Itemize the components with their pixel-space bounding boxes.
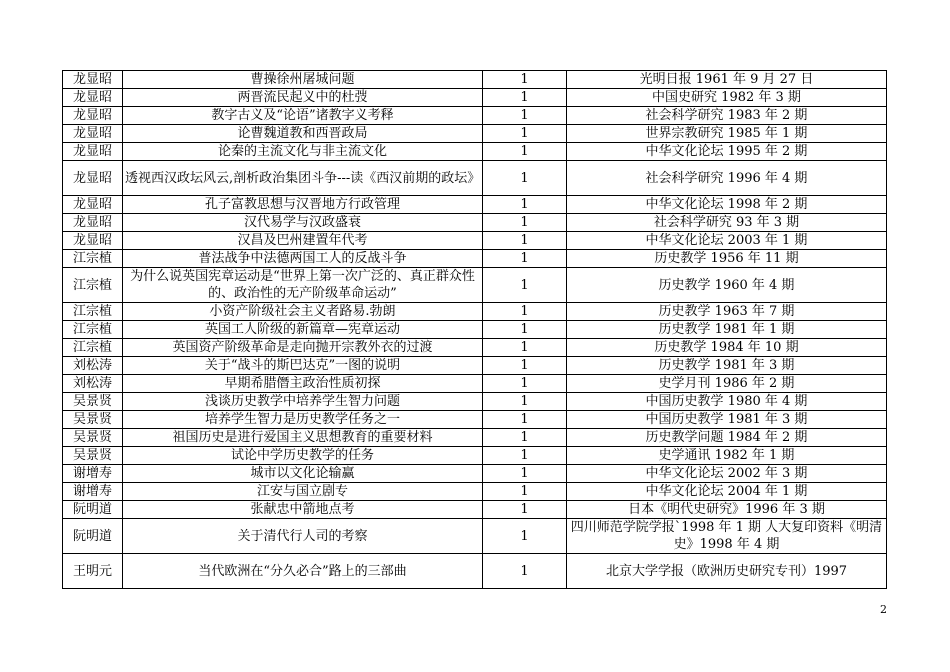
count-cell: 1: [483, 501, 567, 519]
title-cell: 小资产阶级社会主义者路易.勃朗: [123, 303, 483, 321]
author-cell: 龙显昭: [63, 143, 123, 161]
table-row: [63, 483, 887, 501]
author-cell: 龙显昭: [63, 125, 123, 143]
count-cell: 1: [483, 429, 567, 447]
table-row: [63, 107, 887, 125]
count-cell: 1: [483, 411, 567, 429]
source-cell: 社会科学研究 1996 年 4 期: [567, 161, 887, 196]
table-row: [63, 232, 887, 250]
title-cell: 曹操徐州屠城问题: [123, 71, 483, 89]
title-cell: 普法战争中法德两国工人的反战斗争: [123, 250, 483, 268]
title-cell: 早期希腊僭主政治性质初探: [123, 375, 483, 393]
title-cell: 汉昌及巴州建置年代考: [123, 232, 483, 250]
table-row: [63, 429, 887, 447]
title-cell: 英国工人阶级的新篇章—宪章运动: [123, 321, 483, 339]
count-cell: 1: [483, 339, 567, 357]
count-cell: 1: [483, 143, 567, 161]
table-row: [63, 465, 887, 483]
source-cell: 史学通讯 1982 年 1 期: [567, 447, 887, 465]
author-cell: 吴景贤: [63, 411, 123, 429]
source-cell: 中华文化论坛 2002 年 3 期: [567, 465, 887, 483]
count-cell: 1: [483, 161, 567, 196]
table-row: [63, 303, 887, 321]
table-row: [63, 196, 887, 214]
count-cell: 1: [483, 303, 567, 321]
table-row: [63, 519, 887, 554]
source-cell: 中华文化论坛 1995 年 2 期: [567, 143, 887, 161]
source-cell: 史学月刊 1986 年 2 期: [567, 375, 887, 393]
table-row: [63, 125, 887, 143]
author-cell: 刘松涛: [63, 375, 123, 393]
count-cell: 1: [483, 214, 567, 232]
count-cell: 1: [483, 268, 567, 303]
page-number: 2: [880, 603, 887, 616]
source-cell: 世界宗教研究 1985 年 1 期: [567, 125, 887, 143]
count-cell: 1: [483, 321, 567, 339]
source-cell: 中华文化论坛 1998 年 2 期: [567, 196, 887, 214]
count-cell: 1: [483, 125, 567, 143]
table-row: [63, 339, 887, 357]
author-cell: 龙显昭: [63, 196, 123, 214]
author-cell: 江宗植: [63, 339, 123, 357]
title-cell: 张献忠中箭地点考: [123, 501, 483, 519]
table-row: [63, 375, 887, 393]
count-cell: 1: [483, 357, 567, 375]
title-cell: 孔子富教思想与汉晋地方行政管理: [123, 196, 483, 214]
source-cell: 光明日报 1961 年 9 月 27 日: [567, 71, 887, 89]
source-cell: 北京大学学报（欧洲历史研究专刊）1997: [567, 554, 887, 589]
title-cell: 为什么说英国宪章运动是“世界上第一次广泛的、真正群众性的、政治性的无产阶级革命运动”: [123, 268, 483, 303]
author-cell: 谢增寿: [63, 483, 123, 501]
author-cell: 龙显昭: [63, 89, 123, 107]
author-cell: 王明元: [63, 554, 123, 589]
source-cell: 历史教学 1963 年 7 期: [567, 303, 887, 321]
title-cell: 关于清代行人司的考察: [123, 519, 483, 554]
count-cell: 1: [483, 250, 567, 268]
author-cell: 刘松涛: [63, 357, 123, 375]
source-cell: 日本《明代史研究》1996 年 3 期: [567, 501, 887, 519]
table-row: [63, 554, 887, 589]
title-cell: 论曹魏道教和西晋政局: [123, 125, 483, 143]
source-cell: 中华文化论坛 2004 年 1 期: [567, 483, 887, 501]
table-row: [63, 89, 887, 107]
count-cell: 1: [483, 71, 567, 89]
source-cell: 四川师范学院学报`1998 年 1 期 人大复印资料《明清史》1998 年 4 期: [567, 519, 887, 554]
source-cell: 历史教学 1981 年 3 期: [567, 357, 887, 375]
count-cell: 1: [483, 483, 567, 501]
source-cell: 中华文化论坛 2003 年 1 期: [567, 232, 887, 250]
title-cell: 透视西汉政坛风云,剖析政治集团斗争---读《西汉前期的政坛》: [123, 161, 483, 196]
source-cell: 历史教学 1984 年 10 期: [567, 339, 887, 357]
count-cell: 1: [483, 107, 567, 125]
author-cell: 龙显昭: [63, 71, 123, 89]
count-cell: 1: [483, 196, 567, 214]
author-cell: 吴景贤: [63, 393, 123, 411]
table-row: [63, 321, 887, 339]
author-cell: 江宗植: [63, 250, 123, 268]
author-cell: 吴景贤: [63, 447, 123, 465]
title-cell: 试论中学历史教学的任务: [123, 447, 483, 465]
source-cell: 社会科学研究 93 年 3 期: [567, 214, 887, 232]
author-cell: 阮明道: [63, 501, 123, 519]
author-cell: 江宗植: [63, 303, 123, 321]
title-cell: 城市以文化论输赢: [123, 465, 483, 483]
source-cell: 中国历史教学 1981 年 3 期: [567, 411, 887, 429]
table-row: [63, 501, 887, 519]
source-cell: 历史教学 1956 年 11 期: [567, 250, 887, 268]
count-cell: 1: [483, 393, 567, 411]
table-row: [63, 161, 887, 196]
author-cell: 江宗植: [63, 321, 123, 339]
publication-table: [62, 70, 887, 589]
author-cell: 吴景贤: [63, 429, 123, 447]
source-cell: 历史教学 1981 年 1 期: [567, 321, 887, 339]
table-row: [63, 214, 887, 232]
count-cell: 1: [483, 375, 567, 393]
title-cell: 论秦的主流文化与非主流文化: [123, 143, 483, 161]
table-row: [63, 250, 887, 268]
count-cell: 1: [483, 519, 567, 554]
table-row: [63, 71, 887, 89]
author-cell: 谢增寿: [63, 465, 123, 483]
author-cell: 龙显昭: [63, 232, 123, 250]
count-cell: 1: [483, 89, 567, 107]
author-cell: 龙显昭: [63, 107, 123, 125]
author-cell: 阮明道: [63, 519, 123, 554]
table-row: [63, 393, 887, 411]
title-cell: 当代欧洲在“分久必合”路上的三部曲: [123, 554, 483, 589]
title-cell: 英国资产阶级革命是走向抛开宗教外衣的过渡: [123, 339, 483, 357]
table-row: [63, 143, 887, 161]
table-row: [63, 411, 887, 429]
title-cell: 汉代易学与汉政盛衰: [123, 214, 483, 232]
author-cell: 江宗植: [63, 268, 123, 303]
table-row: [63, 357, 887, 375]
title-cell: 浅谈历史教学中培养学生智力问题: [123, 393, 483, 411]
author-cell: 龙显昭: [63, 214, 123, 232]
count-cell: 1: [483, 554, 567, 589]
source-cell: 历史教学问题 1984 年 2 期: [567, 429, 887, 447]
author-cell: 龙显昭: [63, 161, 123, 196]
source-cell: 社会科学研究 1983 年 2 期: [567, 107, 887, 125]
title-cell: 教字古义及“论语”诸教字义考释: [123, 107, 483, 125]
count-cell: 1: [483, 232, 567, 250]
title-cell: 祖国历史是进行爱国主义思想教育的重要材料: [123, 429, 483, 447]
title-cell: 两晋流民起义中的杜弢: [123, 89, 483, 107]
title-cell: 关于“战斗的斯巴达克”一图的说明: [123, 357, 483, 375]
title-cell: 江安与国立剧专: [123, 483, 483, 501]
table-row: [63, 268, 887, 303]
count-cell: 1: [483, 465, 567, 483]
table-row: [63, 447, 887, 465]
source-cell: 历史教学 1960 年 4 期: [567, 268, 887, 303]
source-cell: 中国史研究 1982 年 3 期: [567, 89, 887, 107]
title-cell: 培养学生智力是历史教学任务之一: [123, 411, 483, 429]
count-cell: 1: [483, 447, 567, 465]
source-cell: 中国历史教学 1980 年 4 期: [567, 393, 887, 411]
